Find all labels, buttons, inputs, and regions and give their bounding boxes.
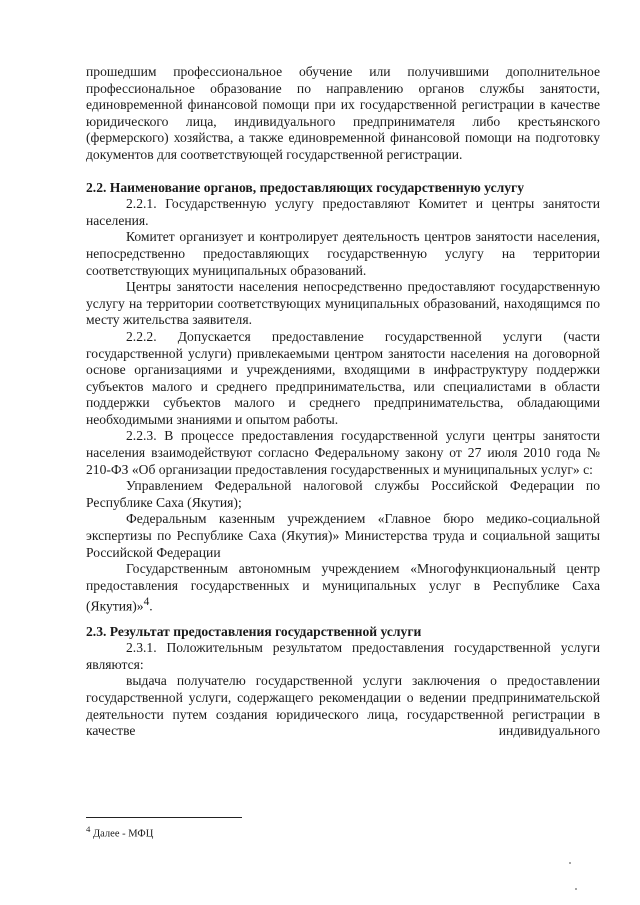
footnote [86,823,386,841]
paragraph-committee: Комитет организует и контролирует деятельность центров занятости населения, непосредственно предоставляющих государственную услугу на территории соответствующих муниципальных образований. [86,229,600,278]
paragraph-mfc-text: Государственным автономным учреждением «Многофункциональный центр предоставления государственных и муниципальных услуг в Республике Саха (Якутия)» [86,561,600,614]
document-body [86,64,600,740]
paragraph-mfc: Государственным автономным учреждением «Многофункциональный центр предоставления государственных и муниципальных услуг в Республике Саха (Якутия)»$^4$. [86,561,600,614]
footnote-ref: 4 [143,596,150,609]
scan-speck [575,888,577,890]
paragraph-tax-service: Управлением Федеральной налоговой службы Российской Федерации по Республике Саха (Якутия); [86,478,600,510]
footnote-mark: 4 [86,824,91,834]
footnote-divider [86,817,242,818]
paragraph-centers: Центры занятости населения непосредственно предоставляют государственную услугу на территории соответствующих муниципальных образований, находящимся по месту жительства заявителя. [86,279,600,328]
paragraph-2-2-2: 2.2.2. Допускается предоставление государственной услуги (части государственной услуги) привлекаемыми центром занятости населения на договорной основе организациями и учреждениями, входящими в инфраструктуру поддержки субъектов малого и среднего предпринимательства, или специалистами в области поддержки субъектов малого и среднего предпринимательства, обладающими необходимыми знаниями и опытом работы. [86,328,600,427]
section-heading-2-3: 2.3. Результат предоставления государственной услуги [86,623,422,639]
scan-speck [569,862,571,864]
paragraph-medical-bureau: Федеральным казенным учреждением «Главное бюро медико-социальной экспертизы по Республике Саха (Якутия)» Министерства труда и социальной защиты Российской Федерации [86,511,600,560]
paragraph-result: выдача получателю государственной услуги заключения о предоставлении государственной услуги, содержащего рекомендации о ведении предпринимательской деятельности путем создания юридического лица, государственной регистрации в качестве индивидуального [86,673,600,739]
paragraph-2-2-3: 2.2.3. В процессе предоставления государственной услуги центры занятости населения взаимодействуют согласно Федеральному закону от 27 июля 2010 года № 210-ФЗ «Об организации предоставления государственных и муниципальных услуг» с: [86,428,600,477]
paragraph-2-2-1: 2.2.1. Государственную услугу предоставляют Комитет и центры занятости населения. [86,196,600,228]
paragraph-continuation: прошедшим профессиональное обучение или получившими дополнительное профессиональное образование по направлению органов службы занятости, единовременной финансовой помощи при их государственной регистрации в качестве юридического лица, индивидуального предпринимателя либо крестьянского (фермерского) хозяйства, а также единовременной финансовой помощи на подготовку документов для соответствующей государственной регистрации. [86,64,600,162]
section-heading-2-2: 2.2. Наименование органов, предоставляющих государственную услугу [86,179,524,195]
footnote-text: Далее - МФЦ [93,828,154,840]
paragraph-2-3-1: 2.3.1. Положительным результатом предоставления государственной услуги являются: [86,640,600,672]
